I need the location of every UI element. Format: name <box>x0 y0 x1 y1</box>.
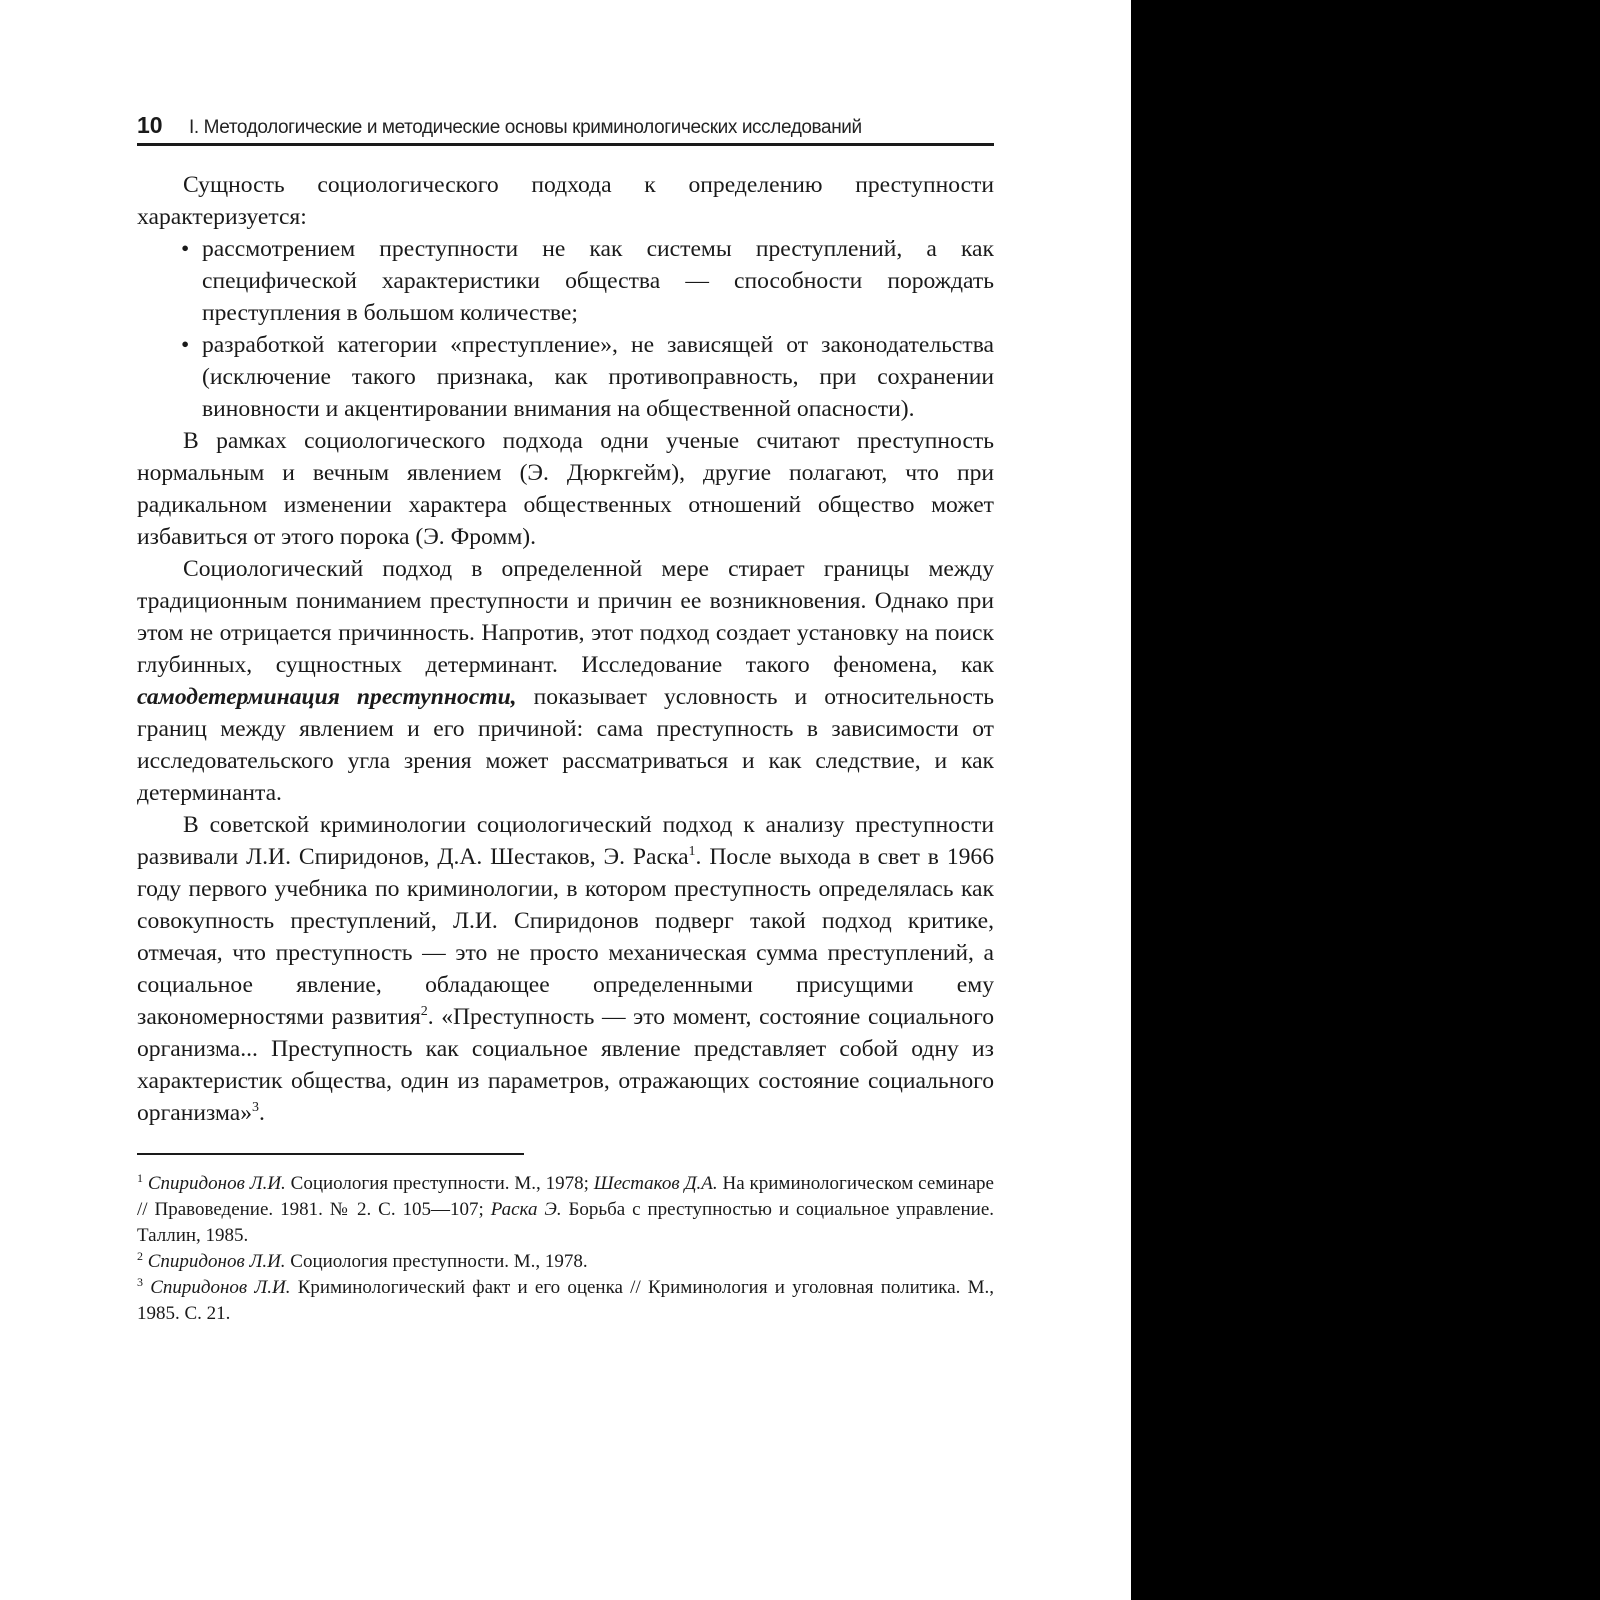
footnote-ref-3[interactable]: 3 <box>252 1100 260 1115</box>
paragraph-3-end: показывает условность и относительность границ между явлением и его причиной: сама преступность в зависимости от исследовательского угла зрения может рассматриваться и как следствие, и как детерминанта. <box>137 684 994 806</box>
footnote-author: Спиридонов Л.И. <box>147 1251 286 1272</box>
paragraph-2: В рамках социологического подхода одни ученые считают преступность нормальным и вечным явлением (Э. Дюркгейм), другие полагают, что при радикальном изменении характера общественных отношений общество может избавиться от этого порока (Э. Фромм). <box>137 428 994 550</box>
footnote-author: Раска Э. <box>490 1199 562 1220</box>
paragraph-4-part-2: . После выхода в свет в 1966 году первого учебника по криминологии, в котором преступность определялась как совокупность преступлений, Л.И. Спиридонов подверг такой подход критике, отмечая, что преступность — это не просто механическая сумма преступлений, а социальное явление, обладающее определенными присущими ему закономерностями развития <box>137 844 995 1030</box>
footnote-number: 1 <box>137 1171 143 1185</box>
list-item <box>137 329 994 425</box>
footnote-text: Социология преступности. М., 1978. <box>285 1251 588 1272</box>
paragraph-4-part-3: . «Преступность — это момент, состояние социального организма... Преступность как социальное явление представляет собой одну из характеристик общества, один из параметров, отражающих состояние социального организма» <box>137 1004 994 1126</box>
footnote-text: Борьба с преступностью и социальное управление. Таллин, 1985. <box>137 1199 995 1246</box>
footnote-1 <box>137 1171 994 1249</box>
list-item-text: разработкой категории «преступление», не зависящей от законодательства (исключение такого признака, как противоправность, при сохранении виновности и акцентировании внимания на общественной опасности). <box>202 332 994 422</box>
footnote-number: 2 <box>137 1249 143 1263</box>
black-margin-panel <box>1131 0 1600 1600</box>
footnotes <box>137 1171 994 1327</box>
page-number: 10 <box>137 112 163 138</box>
running-header <box>137 112 994 146</box>
emphasized-term: самодетерминация преступности, <box>137 684 517 710</box>
footnote-author: Шестаков Д.А. <box>593 1173 718 1194</box>
paragraph-4-part-4: . <box>259 1100 265 1126</box>
footnote-text: Криминологический факт и его оценка // Криминология и уголовная политика. М., 1985. С. 21. <box>137 1277 995 1324</box>
main-text <box>137 169 994 1129</box>
paragraph-1: Сущность социологического подхода к определению преступности характеризуется: <box>137 172 994 230</box>
paragraph-3 <box>137 553 994 809</box>
bullet-icon: • <box>181 332 190 358</box>
footnote-author: Спиридонов Л.И. <box>150 1277 291 1298</box>
paragraph-4 <box>137 809 994 1129</box>
bullet-list <box>137 233 994 425</box>
footnote-number: 3 <box>137 1275 143 1289</box>
footnote-ref-1[interactable]: 1 <box>688 844 696 859</box>
list-item-text: рассмотрением преступности не как системы преступлений, а как специфической характеристики общества — способности порождать преступления в большом количестве; <box>202 236 994 326</box>
paragraph-4-part-1: В советской криминологии социологический подход к анализу преступности развивали Л.И. Спиридонов, Д.А. Шестаков, Э. Раска <box>137 812 994 870</box>
footnote-text: На криминологическом семинаре // Правоведение. 1981. № 2. С. 105—107; <box>137 1173 994 1220</box>
running-title: I. Методологические и методические основы криминологических исследований <box>189 117 862 138</box>
footnote-separator <box>137 1153 524 1155</box>
footnote-2 <box>137 1249 994 1275</box>
footnote-3 <box>137 1275 994 1327</box>
footnote-ref-2[interactable]: 2 <box>420 1004 428 1019</box>
footnote-author: Спиридонов Л.И. <box>147 1173 286 1194</box>
bullet-icon: • <box>181 236 190 262</box>
book-page <box>137 112 994 1327</box>
list-item <box>137 233 994 329</box>
footnote-text: Социология преступности. М., 1978; <box>285 1173 594 1194</box>
paragraph-3-start: Социологический подход в определенной мере стирает границы между традиционным пониманием преступности и причин ее возникновения. Однако при этом не отрицается причинность. Напротив, этот подход создает установку на поиск глубинных, сущностных детерминант. Исследование такого феномена, как <box>137 556 994 678</box>
